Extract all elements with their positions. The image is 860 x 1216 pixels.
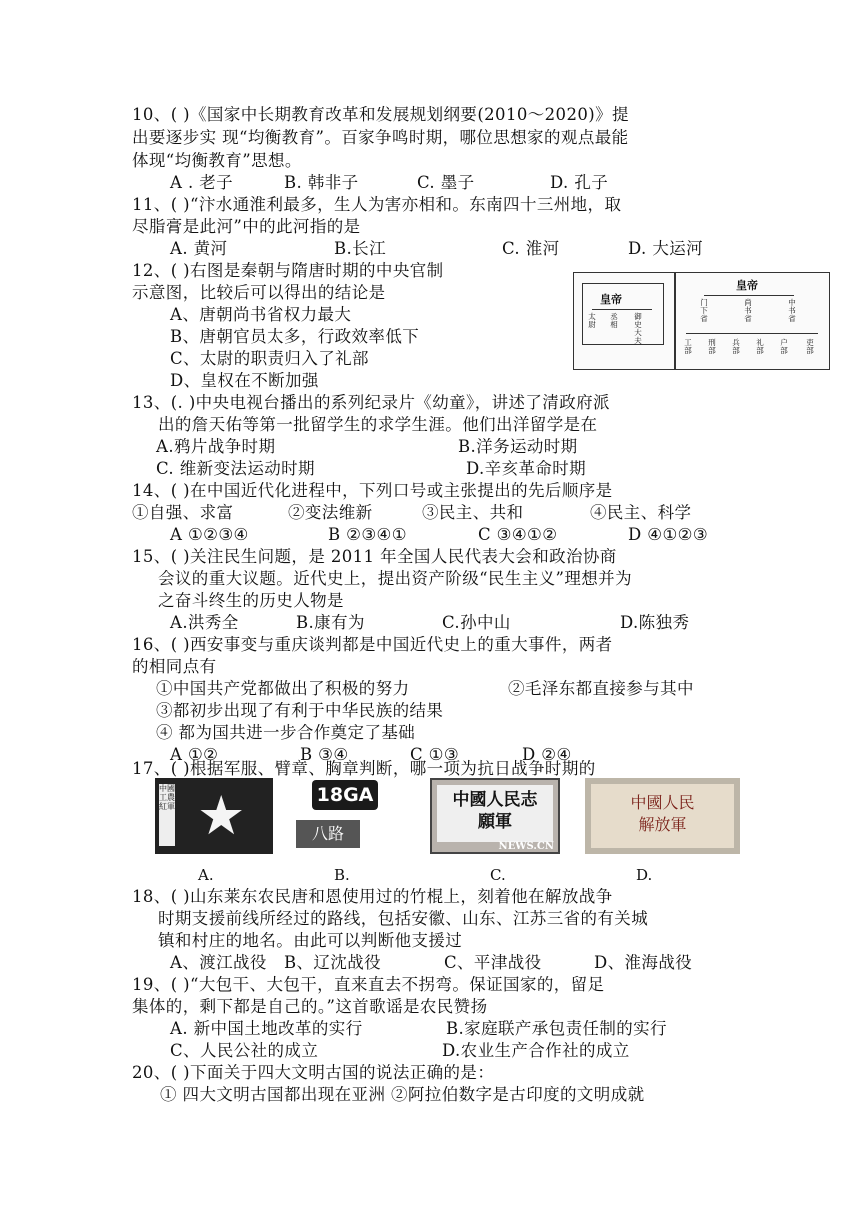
q11-line1: 11、( )“汴水通淮利最多，生人为害亦相和。东南四十三州地，取 [132,195,622,214]
q14-option-c: C ③④①② [478,525,558,544]
q17-label-d: D. [636,866,653,884]
q10-line3: 体现“均衡教育”思想。 [132,151,302,170]
q11-option-d: D. 大运河 [628,239,704,258]
q18-option-b: B、辽沈战役 [284,953,382,972]
q15-option-a: A.洪秀全 [170,613,239,632]
q19-option-b: B.家庭联产承包责任制的实行 [446,1019,667,1038]
tang-dept-2: 尚书省 [744,298,752,323]
tang-ministry-1: 工部 [684,338,692,355]
q14-option-d: D ④①②③ [628,525,709,544]
q20-line2: ① 四大文明古国都出现在亚洲 ②阿拉伯数字是古印度的文明成就 [160,1085,645,1104]
q12-option-b: B、唐朝官员太多，行政效率低下 [170,327,420,346]
q16-option-a: A ①② [170,745,219,764]
q16-item-1: ①中国共产党都做出了积极的努力 [156,679,410,698]
q10-line1: 10、( )《国家中长期教育改革和发展规划纲要(2010～2020)》提 [132,105,629,124]
q10-option-c: C. 墨子 [417,173,475,192]
q14-item-1: ①自强、求富 [132,503,234,522]
q16-item-4: ④ 都为国共进一步合作奠定了基础 [156,723,416,742]
q19-line1: 19、( )“大包干、大包干，直来直去不拐弯。保证国家的，留足 [132,975,605,994]
q12-option-a: A、唐朝尚书省权力最大 [170,305,352,324]
q17-line1: 17、( )根据军服、臂章、胸章判断，哪一项为抗日战争时期的 [132,759,596,778]
q15-line2: 会议的重大议题。近代史上，提出资产阶级“民生主义”理想并为 [158,569,632,588]
q10-option-b: B. 韩非子 [284,173,359,192]
q11-line2: 尽脂膏是此河”中的此河指的是 [132,217,361,236]
q10-option-a: A . 老子 [170,173,234,192]
q10-line2: 出要逐步实 现“均衡教育”。百家争鸣时期，哪位思想家的观点最能 [132,128,629,147]
q19-line2: 集体的，剩下都是自己的。”这首歌谣是农民赞扬 [132,997,488,1016]
q11-option-c: C. 淮河 [502,239,560,258]
q15-line3: 之奋斗终生的历史人物是 [158,591,344,610]
q15-option-c: C.孙中山 [442,613,511,632]
q14-item-3: ③民主、共和 [422,503,524,522]
q14-option-a: A ①②③④ [170,525,249,544]
q10-option-d: D. 孔子 [550,173,609,192]
q18-option-c: C、平津战役 [444,953,542,972]
badge-a-tag: 中國工農紅軍 [159,784,175,846]
red-star-icon: ★ [197,784,246,847]
badge-d-text: 中國人民解放軍 [591,784,734,848]
q16-line2: 的相同点有 [132,657,217,676]
qin-official-3: 御史大夫 [634,312,642,345]
q17-label-b: B. [334,866,350,884]
q14-option-b: B ②③④① [328,525,407,544]
q18-line2: 时期支援前线所经过的路线，包括安徽、山东、江苏三省的有关城 [158,909,649,928]
badge-c-watermark: NEWS.CN [498,841,554,852]
tang-dept-3: 中书省 [788,298,796,323]
q12-line2: 示意图，比较后可以得出的结论是 [132,283,386,302]
q13-option-d: D.辛亥革命时期 [466,459,587,478]
q14-item-2: ②变法维新 [288,503,373,522]
q14-line1: 14、( )在中国近代化进程中，下列口号或主张提出的先后顺序是 [132,481,613,500]
tang-ministry-3: 兵部 [732,338,740,355]
badge-b-top: 18GA [312,780,378,810]
q16-line1: 16、( )西安事变与重庆谈判都是中国近代史上的重大事件，两者 [132,635,613,654]
q18-option-a: A、渡江战役 [170,953,267,972]
qin-official-1: 太尉 [588,312,596,329]
tang-ministry-6: 吏部 [806,338,814,355]
q12-option-d: D、皇权在不断加强 [170,371,319,390]
q16-option-d: D ②④ [522,745,572,764]
q12-line1: 12、( )右图是秦朝与隋唐时期的中央官制 [132,261,444,280]
q13-line2: 出的詹天佑等第一批留学生的求学生涯。他们出洋留学是在 [158,415,598,434]
q11-option-a: A. 黄河 [170,239,228,258]
q16-option-c: C ①③ [410,745,460,764]
tang-ministry-2: 刑部 [708,338,716,355]
q19-option-a: A. 新中国土地改革的实行 [170,1019,363,1038]
tang-dept-1: 门下省 [700,298,708,323]
q15-option-b: B.康有为 [296,613,365,632]
badge-image-b [290,778,400,854]
q13-option-a: A.鸦片战争时期 [156,437,276,456]
q18-line1: 18、( )山东莱东农民唐和恩使用过的竹棍上，刻着他在解放战争 [132,887,613,906]
q13-option-b: B.洋务运动时期 [458,437,578,456]
q16-item-3: ③都初步出现了有利于中华民族的结果 [156,701,444,720]
q18-line3: 镇和村庄的地名。由此可以判断他支援过 [158,931,463,950]
q13-option-c: C. 维新变法运动时期 [156,459,315,478]
q17-label-c: C. [490,866,506,884]
qin-panel [574,273,676,369]
q15-option-d: D.陈独秀 [620,613,690,632]
q14-item-4: ④民主、科学 [590,503,692,522]
badge-c-text: 中國人民志願軍 [437,785,553,842]
q17-label-a: A. [198,866,214,884]
tang-ministry-4: 礼部 [756,338,764,355]
tang-ministry-5: 户部 [780,338,788,355]
q12-option-c: C、太尉的职责归入了礼部 [170,349,369,368]
tang-connector-2 [686,333,818,334]
q16-option-b: B ③④ [300,745,349,764]
tang-connector-1 [704,295,794,296]
badge-image-d [585,778,740,854]
qin-emperor: 皇帝 [600,293,622,306]
q19-option-d: D.农业生产合作社的成立 [442,1041,630,1060]
q13-line1: 13、(. )中央电视台播出的系列纪录片《幼童》，讲述了清政府派 [132,393,610,412]
badge-image-a [155,778,273,854]
q16-item-2: ②毛泽东都直接参与其中 [508,679,694,698]
badge-image-c [430,778,560,854]
qin-connector [592,309,652,310]
q19-option-c: C、人民公社的成立 [170,1041,319,1060]
official-system-diagram [573,272,830,370]
q15-line1: 15、( )关注民生问题，是 2011 年全国人民代表大会和政治协商 [132,547,617,566]
q20-line1: 20、( )下面关于四大文明古国的说法正确的是： [132,1063,495,1082]
badge-b-bottom: 八路 [296,820,360,848]
q18-option-d: D、淮海战役 [594,953,693,972]
qin-official-2: 丞相 [610,312,618,329]
q11-option-b: B.长江 [334,239,386,258]
tang-emperor: 皇帝 [736,279,758,292]
